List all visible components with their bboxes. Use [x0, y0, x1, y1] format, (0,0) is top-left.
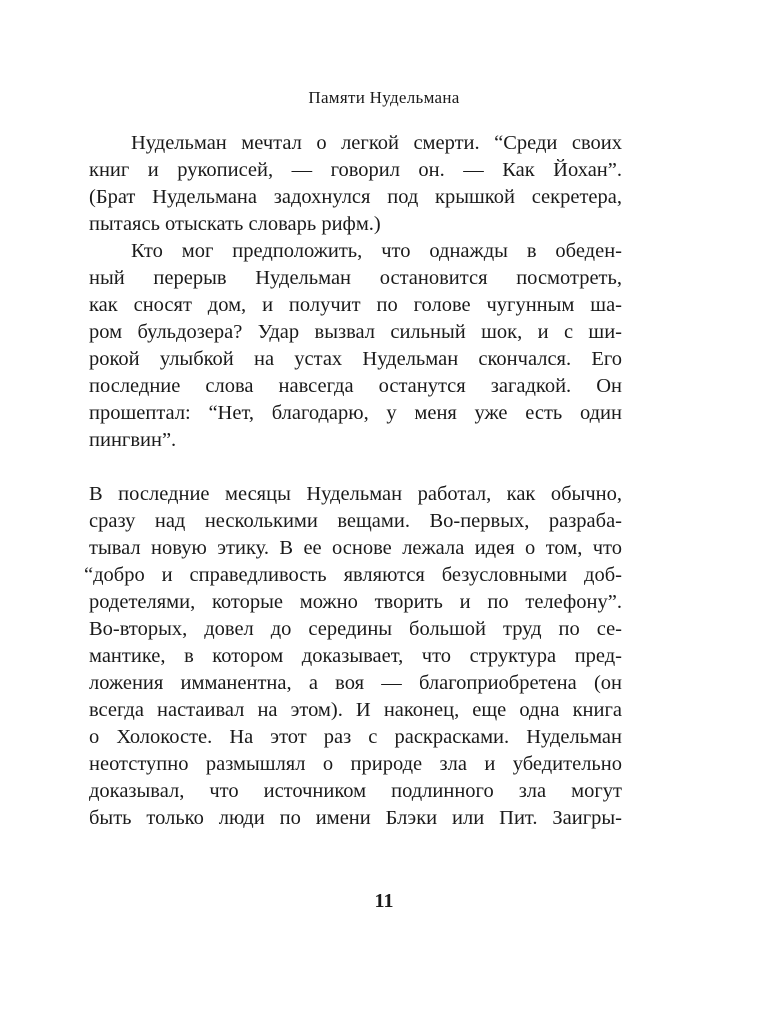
text-line: доказывал, что источником подлинного зла могут: [89, 780, 622, 802]
text-line: Кто мог предположить, что однажды в обеден-: [131, 240, 622, 262]
text-line: неотступно размышлял о природе зла и убедительно: [89, 753, 622, 775]
text-line: пингвин”.: [89, 429, 177, 451]
text-line: книг и рукописей, — говорил он. — Как Йохан”.: [89, 159, 622, 181]
text-line: ный перерыв Нудельман остановится посмотреть,: [89, 267, 622, 289]
page-number: 11: [374, 890, 394, 912]
text-line: Нудельман мечтал о легкой смерти. “Среди своих: [131, 132, 622, 154]
text-line: В последние месяцы Нудельман работал, как обычно,: [89, 483, 622, 505]
text-line: (Брат Нудельмана задохнулся под крышкой секретера,: [89, 186, 622, 208]
text-line: последние слова навсегда останутся загадкой. Он: [89, 375, 622, 397]
text-line: пытаясь отыскать словарь рифм.): [89, 213, 381, 235]
text-line: сразу над несколькими вещами. Во-первых, разраба-: [89, 510, 622, 532]
text-line: родетелями, которые можно творить и по телефону”.: [89, 591, 622, 613]
text-line: мантике, в котором доказывает, что структура пред-: [89, 645, 622, 667]
text-line: ром бульдозера? Удар вызвал сильный шок, и с ши-: [89, 321, 622, 343]
text-line: ложения имманентна, а воя — благоприобретена (он: [89, 672, 622, 694]
text-line: о Холокосте. На этот раз с раскрасками. Нудельман: [89, 726, 622, 748]
text-line: как сносят дом, и получит по голове чугунным ша-: [89, 294, 622, 316]
text-line: всегда настаивал на этом). И наконец, еще одна книга: [89, 699, 622, 721]
text-line: “добро и справедливость являются безусловными доб-: [84, 564, 622, 586]
text-line: Во-вторых, довел до середины большой труд по се-: [89, 618, 622, 640]
text-line: рокой улыбкой на устах Нудельман скончался. Его: [89, 348, 622, 370]
text-line: прошептал: “Нет, благодарю, у меня уже есть один: [89, 402, 622, 424]
text-line: быть только люди по имени Блэки или Пит. Заигры-: [89, 807, 622, 829]
running-header: Памяти Нудельмана: [308, 88, 460, 107]
text-line: тывал новую этику. В ее основе лежала идея о том, что: [89, 537, 622, 559]
